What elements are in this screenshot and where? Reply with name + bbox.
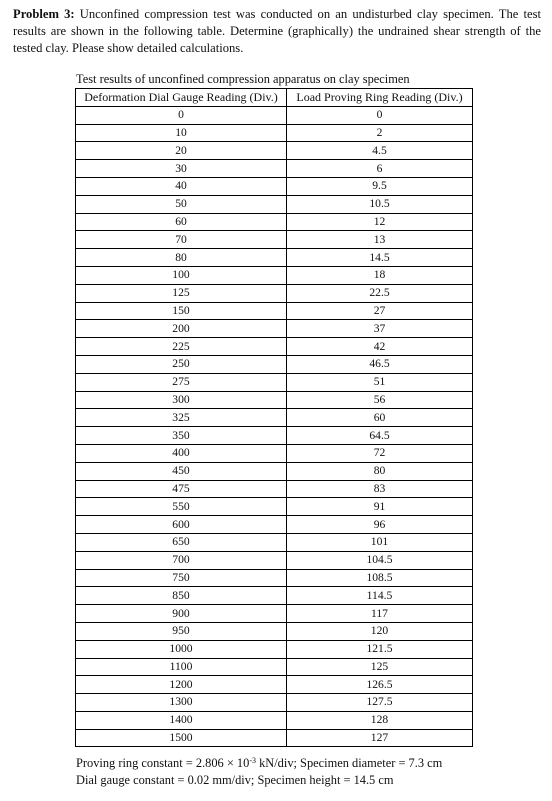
deformation-cell: 275 bbox=[76, 373, 287, 391]
header-load: Load Proving Ring Reading (Div.) bbox=[287, 89, 473, 107]
load-cell: 127 bbox=[287, 729, 473, 747]
deformation-cell: 80 bbox=[76, 249, 287, 267]
deformation-cell: 750 bbox=[76, 569, 287, 587]
load-cell: 104.5 bbox=[287, 551, 473, 569]
load-cell: 22.5 bbox=[287, 284, 473, 302]
deformation-cell: 700 bbox=[76, 551, 287, 569]
load-cell: 83 bbox=[287, 480, 473, 498]
table-row bbox=[76, 444, 473, 462]
table-row bbox=[76, 551, 473, 569]
load-cell: 117 bbox=[287, 605, 473, 623]
deformation-cell: 600 bbox=[76, 516, 287, 534]
load-cell: 13 bbox=[287, 231, 473, 249]
diameter-text: kN/div; Specimen diameter = 7.3 cm bbox=[256, 756, 443, 770]
table-row bbox=[76, 142, 473, 160]
table-row bbox=[76, 533, 473, 551]
ring-constant-exponent: -3 bbox=[249, 756, 256, 765]
deformation-cell: 1000 bbox=[76, 640, 287, 658]
table-row bbox=[76, 213, 473, 231]
load-cell: 125 bbox=[287, 658, 473, 676]
results-table bbox=[75, 88, 473, 747]
deformation-cell: 20 bbox=[76, 142, 287, 160]
table-row bbox=[76, 676, 473, 694]
problem-statement bbox=[13, 6, 541, 57]
header-deformation: Deformation Dial Gauge Reading (Div.) bbox=[76, 89, 287, 107]
load-cell: 56 bbox=[287, 391, 473, 409]
deformation-cell: 950 bbox=[76, 622, 287, 640]
constants-note bbox=[76, 755, 442, 789]
deformation-cell: 150 bbox=[76, 302, 287, 320]
load-cell: 60 bbox=[287, 409, 473, 427]
load-cell: 2 bbox=[287, 124, 473, 142]
table-row bbox=[76, 302, 473, 320]
load-cell: 126.5 bbox=[287, 676, 473, 694]
deformation-cell: 1100 bbox=[76, 658, 287, 676]
load-cell: 80 bbox=[287, 462, 473, 480]
deformation-cell: 550 bbox=[76, 498, 287, 516]
table-row bbox=[76, 355, 473, 373]
table-row bbox=[76, 373, 473, 391]
table-row bbox=[76, 338, 473, 356]
load-cell: 9.5 bbox=[287, 177, 473, 195]
deformation-cell: 650 bbox=[76, 533, 287, 551]
load-cell: 108.5 bbox=[287, 569, 473, 587]
deformation-cell: 300 bbox=[76, 391, 287, 409]
table-row bbox=[76, 409, 473, 427]
table-row bbox=[76, 391, 473, 409]
deformation-cell: 1300 bbox=[76, 694, 287, 712]
load-cell: 12 bbox=[287, 213, 473, 231]
table-row bbox=[76, 516, 473, 534]
table-row bbox=[76, 729, 473, 747]
table-row bbox=[76, 427, 473, 445]
table-header-row bbox=[76, 89, 473, 107]
table-caption: Test results of unconfined compression apparatus on clay specimen bbox=[76, 72, 410, 86]
table-row bbox=[76, 480, 473, 498]
load-cell: 127.5 bbox=[287, 694, 473, 712]
deformation-cell: 350 bbox=[76, 427, 287, 445]
deformation-cell: 70 bbox=[76, 231, 287, 249]
deformation-cell: 100 bbox=[76, 266, 287, 284]
table-row bbox=[76, 694, 473, 712]
deformation-cell: 200 bbox=[76, 320, 287, 338]
deformation-cell: 0 bbox=[76, 106, 287, 124]
table-row bbox=[76, 711, 473, 729]
deformation-cell: 50 bbox=[76, 195, 287, 213]
load-cell: 18 bbox=[287, 266, 473, 284]
load-cell: 72 bbox=[287, 444, 473, 462]
table-row bbox=[76, 249, 473, 267]
deformation-cell: 250 bbox=[76, 355, 287, 373]
load-cell: 121.5 bbox=[287, 640, 473, 658]
deformation-cell: 40 bbox=[76, 177, 287, 195]
table-row bbox=[76, 498, 473, 516]
deformation-cell: 1500 bbox=[76, 729, 287, 747]
table-row bbox=[76, 177, 473, 195]
load-cell: 6 bbox=[287, 160, 473, 178]
deformation-cell: 30 bbox=[76, 160, 287, 178]
table-row bbox=[76, 569, 473, 587]
constants-line-2: Dial gauge constant = 0.02 mm/div; Specimen height = 14.5 cm bbox=[76, 773, 394, 787]
load-cell: 37 bbox=[287, 320, 473, 338]
table-row bbox=[76, 640, 473, 658]
load-cell: 64.5 bbox=[287, 427, 473, 445]
load-cell: 0 bbox=[287, 106, 473, 124]
load-cell: 128 bbox=[287, 711, 473, 729]
load-cell: 101 bbox=[287, 533, 473, 551]
deformation-cell: 450 bbox=[76, 462, 287, 480]
deformation-cell: 475 bbox=[76, 480, 287, 498]
deformation-cell: 1200 bbox=[76, 676, 287, 694]
load-cell: 46.5 bbox=[287, 355, 473, 373]
deformation-cell: 60 bbox=[76, 213, 287, 231]
deformation-cell: 850 bbox=[76, 587, 287, 605]
load-cell: 91 bbox=[287, 498, 473, 516]
problem-label: Problem 3: bbox=[13, 7, 75, 21]
load-cell: 14.5 bbox=[287, 249, 473, 267]
table-row bbox=[76, 160, 473, 178]
table-body bbox=[76, 106, 473, 747]
table-row bbox=[76, 124, 473, 142]
table-row bbox=[76, 231, 473, 249]
table-row bbox=[76, 266, 473, 284]
deformation-cell: 400 bbox=[76, 444, 287, 462]
ring-constant-text: Proving ring constant = 2.806 × 10 bbox=[76, 756, 250, 770]
table-row bbox=[76, 284, 473, 302]
load-cell: 51 bbox=[287, 373, 473, 391]
deformation-cell: 225 bbox=[76, 338, 287, 356]
table-row bbox=[76, 106, 473, 124]
load-cell: 120 bbox=[287, 622, 473, 640]
load-cell: 4.5 bbox=[287, 142, 473, 160]
table-row bbox=[76, 605, 473, 623]
load-cell: 10.5 bbox=[287, 195, 473, 213]
constants-line-1 bbox=[76, 755, 442, 772]
table-row bbox=[76, 195, 473, 213]
load-cell: 114.5 bbox=[287, 587, 473, 605]
table-row bbox=[76, 658, 473, 676]
table-row bbox=[76, 320, 473, 338]
table-row bbox=[76, 462, 473, 480]
load-cell: 27 bbox=[287, 302, 473, 320]
table-row bbox=[76, 622, 473, 640]
deformation-cell: 125 bbox=[76, 284, 287, 302]
load-cell: 96 bbox=[287, 516, 473, 534]
deformation-cell: 10 bbox=[76, 124, 287, 142]
problem-text: Unconfined compression test was conducted on an undisturbed clay specimen. The test results are shown in the following table. Determine (graphically) the undrained shear strength of the tested clay. Please show detailed calculations. bbox=[13, 7, 541, 55]
load-cell: 42 bbox=[287, 338, 473, 356]
deformation-cell: 1400 bbox=[76, 711, 287, 729]
deformation-cell: 325 bbox=[76, 409, 287, 427]
deformation-cell: 900 bbox=[76, 605, 287, 623]
table-row bbox=[76, 587, 473, 605]
